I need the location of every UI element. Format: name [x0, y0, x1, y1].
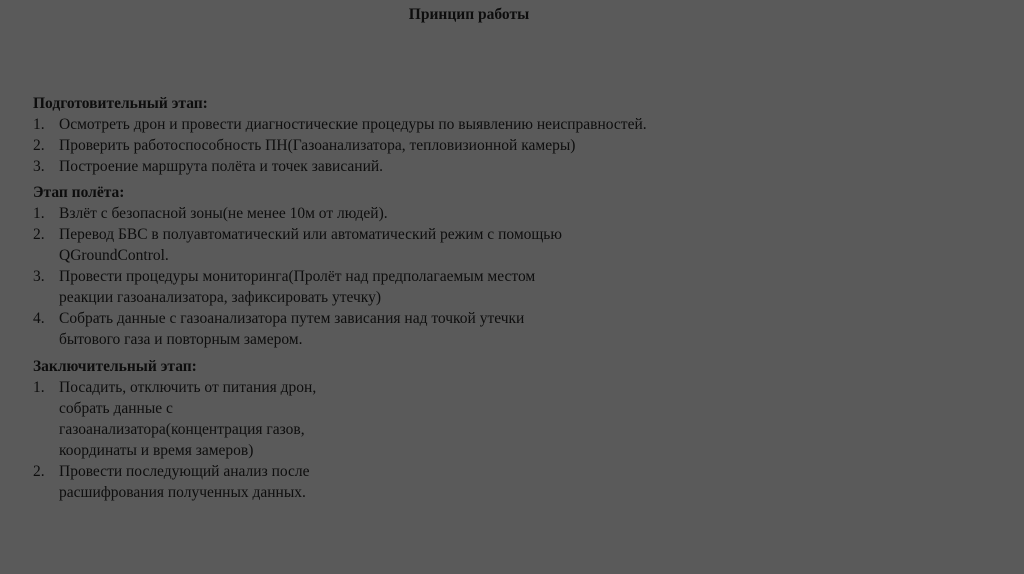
step-list — [33, 377, 393, 503]
item-number: 3. — [33, 158, 45, 175]
item-number: 2. — [33, 226, 45, 243]
item-number: 1. — [33, 205, 45, 222]
list-item — [33, 114, 753, 135]
list-item — [33, 156, 753, 177]
item-number: 1. — [33, 116, 45, 133]
section-heading: Заключительный этап: — [33, 358, 197, 375]
section-heading: Этап полёта: — [33, 184, 125, 201]
item-number: 3. — [33, 268, 45, 285]
item-text: Собрать данные с газоанализатора путем зависания над точкой утечки бытового газа и повторным замером. — [59, 310, 525, 348]
step-list — [33, 114, 753, 177]
section-heading: Подготовительный этап: — [33, 95, 208, 112]
list-item — [33, 461, 393, 503]
list-item — [33, 266, 573, 308]
list-item — [33, 203, 573, 224]
item-text: Провести процедуры мониторинга(Пролёт над предполагаемым местом реакции газоанализатора, зафиксировать утечку) — [59, 268, 536, 306]
step-list — [33, 203, 573, 350]
section-preparatory — [33, 93, 753, 177]
list-item — [33, 377, 393, 461]
item-text: Посадить, отключить от питания дрон, собрать данные с газоанализатора(концентрация газов, координаты и время замеров) — [59, 379, 317, 459]
section-final — [33, 356, 393, 503]
item-number: 2. — [33, 463, 45, 480]
list-item — [33, 135, 753, 156]
item-text: Провести последующий анализ после расшифрования полученных данных. — [59, 463, 310, 501]
list-item — [33, 224, 573, 266]
list-item — [33, 308, 573, 350]
page-title: Принцип работы — [408, 6, 530, 23]
item-text: Проверить работоспособность ПН(Газоанализатора, тепловизионной камеры) — [59, 137, 576, 154]
item-number: 4. — [33, 310, 45, 327]
item-number: 2. — [33, 137, 45, 154]
item-text: Перевод БВС в полуавтоматический или автоматический режим с помощью QGroundControl. — [59, 226, 562, 264]
item-text: Осмотреть дрон и провести диагностические процедуры по выявлению неисправностей. — [59, 116, 647, 133]
item-text: Взлёт с безопасной зоны(не менее 10м от людей). — [59, 205, 388, 222]
section-flight — [33, 182, 573, 350]
item-text: Построение маршрута полёта и точек зависаний. — [59, 158, 384, 175]
item-number: 1. — [33, 379, 45, 396]
